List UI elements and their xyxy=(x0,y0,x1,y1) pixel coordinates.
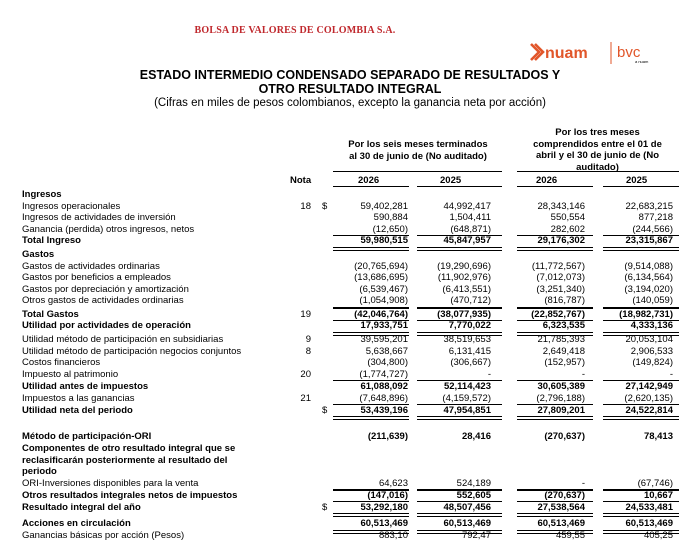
row-label: Utilidad método de participación negocios conjuntos xyxy=(22,345,242,357)
six-months-header-line-2: al 30 de junio de (No auditado) xyxy=(349,150,487,162)
total-rule xyxy=(517,404,593,405)
table-row xyxy=(0,249,700,261)
value-three-months-2025: (6,134,564) xyxy=(624,272,673,283)
value-six-months-2025: 38,519,653 xyxy=(443,334,491,345)
value-three-months-2026: 27,538,564 xyxy=(537,501,585,513)
value-three-months-2025: 60,513,469 xyxy=(625,518,673,529)
row-nota: 20 xyxy=(300,368,311,380)
row-label: Acciones en circulación xyxy=(22,518,131,529)
year-col-1: 2026 xyxy=(358,175,380,186)
value-six-months-2026: (20,765,694) xyxy=(354,260,408,272)
table-row xyxy=(0,443,700,455)
value-six-months-2026: 59,402,281 xyxy=(360,200,408,212)
value-six-months-2026: 60,513,469 xyxy=(360,518,408,529)
year-rule-2 xyxy=(417,186,502,187)
double-total-rule xyxy=(417,247,502,251)
value-three-months-2025: (18,982,731) xyxy=(619,308,673,320)
double-total-rule xyxy=(517,416,593,420)
total-rule xyxy=(417,501,502,502)
value-three-months-2025: 4,333,136 xyxy=(630,320,673,331)
double-total-rule xyxy=(603,332,679,336)
row-label: Ingresos operacionales xyxy=(22,200,121,212)
nota-header: Nota xyxy=(290,175,312,186)
value-three-months-2025: (140,059) xyxy=(632,295,673,306)
row-label: Ingresos de actividades de inversión xyxy=(22,212,176,223)
value-six-months-2026: 64,623 xyxy=(378,478,408,489)
year-col-2: 2025 xyxy=(440,175,462,186)
table-row xyxy=(0,369,700,381)
table-row xyxy=(0,261,700,273)
value-three-months-2025: (9,514,088) xyxy=(624,260,673,272)
table-row xyxy=(0,393,700,405)
total-rule xyxy=(603,380,679,381)
value-six-months-2026: (6,539,467) xyxy=(359,283,408,295)
value-six-months-2025: (38,077,935) xyxy=(437,308,491,320)
row-label: Componentes de otro resultado integral que se xyxy=(22,443,236,454)
row-label: ORI-Inversiones disponibles para la venta xyxy=(22,478,199,489)
double-total-rule xyxy=(603,513,679,517)
total-rule xyxy=(603,501,679,502)
table-row xyxy=(0,478,700,490)
total-rule xyxy=(603,308,679,309)
row-label: Ganancia (perdida) otros ingresos, netos xyxy=(22,223,195,235)
double-total-rule xyxy=(517,332,593,336)
three-months-header-line-3: abril y el 30 de junio de (No xyxy=(536,150,659,161)
value-six-months-2026: (12,650) xyxy=(372,223,408,235)
row-label: Resultado integral del año xyxy=(22,501,141,513)
value-six-months-2026: 17,933,751 xyxy=(360,320,408,331)
value-three-months-2026: (2,796,188) xyxy=(536,392,585,404)
value-six-months-2025: (11,902,976) xyxy=(437,272,491,283)
value-six-months-2026: (1,774,727) xyxy=(359,368,408,380)
value-six-months-2025: (648,871) xyxy=(450,223,491,235)
value-six-months-2025: (306,667) xyxy=(450,357,491,368)
total-rule xyxy=(603,320,679,321)
value-three-months-2026: (3,251,340) xyxy=(536,283,585,295)
row-nota: 19 xyxy=(300,308,311,320)
table-row xyxy=(0,235,700,247)
double-total-rule xyxy=(517,530,593,534)
table-row xyxy=(0,381,700,393)
row-label: Costos financieros xyxy=(22,357,101,368)
double-total-rule xyxy=(417,513,502,517)
table-row xyxy=(0,320,700,332)
double-total-rule xyxy=(417,530,502,534)
total-rule xyxy=(333,404,409,405)
value-six-months-2025: 60,513,469 xyxy=(443,518,491,529)
row-label: reclasificarán posteriormente al resultado del xyxy=(22,454,228,466)
row-label: Impuesto al patrimonio xyxy=(22,368,119,380)
row-label: Otros gastos de actividades ordinarias xyxy=(22,295,184,306)
row-label: Impuestos a las ganancias xyxy=(22,392,135,404)
value-three-months-2025: (244,566) xyxy=(632,223,673,235)
total-rule xyxy=(333,308,409,309)
double-total-rule xyxy=(517,513,593,517)
value-three-months-2026: 282,602 xyxy=(550,223,585,235)
total-rule xyxy=(517,308,593,309)
value-three-months-2025: 78,413 xyxy=(643,431,673,442)
value-three-months-2026: (270,637) xyxy=(544,489,585,501)
table-row xyxy=(0,466,700,478)
value-three-months-2026: (7,012,073) xyxy=(536,272,585,283)
total-rule xyxy=(333,320,409,321)
value-six-months-2026: (211,639) xyxy=(367,431,408,442)
value-six-months-2026: 53,292,180 xyxy=(360,501,408,513)
value-three-months-2026: 60,513,469 xyxy=(537,518,585,529)
value-three-months-2026: 550,554 xyxy=(550,212,585,223)
value-six-months-2026: 53,439,196 xyxy=(360,404,408,416)
value-three-months-2025: 22,683,215 xyxy=(625,200,673,212)
value-six-months-2026: (304,800) xyxy=(367,357,408,368)
value-six-months-2025: - xyxy=(487,368,491,380)
row-label: Utilidad antes de impuestos xyxy=(22,380,149,392)
total-rule xyxy=(417,308,502,309)
total-rule xyxy=(417,235,502,236)
table-row xyxy=(0,224,700,236)
row-label: Ingresos xyxy=(22,189,62,200)
row-currency: $ xyxy=(322,501,328,513)
year-rule-3 xyxy=(517,186,593,187)
total-rule xyxy=(517,501,593,502)
table-row xyxy=(0,284,700,296)
table-row xyxy=(0,455,700,467)
value-three-months-2025: 405,25 xyxy=(643,530,673,541)
value-three-months-2026: (11,772,567) xyxy=(531,260,585,272)
table-row xyxy=(0,212,700,224)
value-six-months-2025: (6,413,551) xyxy=(442,283,491,295)
value-three-months-2026: 459,55 xyxy=(555,530,585,541)
double-total-rule xyxy=(417,416,502,420)
row-label: Total Ingreso xyxy=(22,235,81,246)
row-label: Gastos por depreciación y amortización xyxy=(22,283,189,295)
double-total-rule xyxy=(333,332,409,336)
value-three-months-2025: 23,315,867 xyxy=(625,235,673,246)
double-total-rule xyxy=(603,416,679,420)
year-header-row xyxy=(0,175,700,187)
double-total-rule xyxy=(417,332,502,336)
year-col-4: 2025 xyxy=(626,175,648,186)
value-three-months-2025: 877,218 xyxy=(638,212,673,223)
value-three-months-2025: (67,746) xyxy=(637,478,673,489)
value-three-months-2026: 6,323,535 xyxy=(542,320,585,331)
value-three-months-2025: 24,533,481 xyxy=(625,501,673,513)
value-six-months-2026: (147,016) xyxy=(367,489,408,501)
double-total-rule xyxy=(333,416,409,420)
value-three-months-2026: (152,957) xyxy=(544,357,585,368)
total-rule xyxy=(517,380,593,381)
total-rule xyxy=(333,380,409,381)
value-three-months-2025: 27,142,949 xyxy=(625,380,673,392)
row-label: Utilidad neta del periodo xyxy=(22,404,133,416)
table-row xyxy=(0,201,700,213)
value-six-months-2026: 883,10 xyxy=(378,530,408,541)
title-line-2: OTRO RESULTADO INTEGRAL xyxy=(258,82,442,96)
three-months-header-line-4: auditado) xyxy=(576,161,619,173)
value-six-months-2025: 792,47 xyxy=(461,530,491,541)
value-three-months-2025: (149,824) xyxy=(632,357,673,368)
total-rule xyxy=(333,501,409,502)
value-six-months-2025: (470,712) xyxy=(450,295,491,306)
row-label: Gastos de actividades ordinarias xyxy=(22,260,160,272)
table-row xyxy=(0,490,700,502)
row-label: Utilidad por actividades de operación xyxy=(22,320,191,331)
header-rule-group-2 xyxy=(517,171,679,172)
row-label: Método de participación-ORI xyxy=(22,431,152,442)
table-row xyxy=(0,431,700,443)
row-nota: 18 xyxy=(300,200,311,212)
three-months-header-line-1: Por los tres meses xyxy=(555,127,640,138)
statement-subtitle: (Cifras en miles de pesos colombianos, excepto la ganancia neta por acción) xyxy=(154,97,546,109)
header-rule-group-1 xyxy=(333,171,502,172)
year-col-3: 2026 xyxy=(536,175,558,186)
year-rule-4 xyxy=(603,186,679,187)
year-rule-1 xyxy=(333,186,409,187)
value-three-months-2025: 24,522,814 xyxy=(625,404,673,416)
total-rule xyxy=(417,380,502,381)
total-rule xyxy=(417,404,502,405)
total-rule xyxy=(333,489,409,490)
value-six-months-2025: 48,507,456 xyxy=(443,501,491,513)
total-rule xyxy=(417,320,502,321)
table-row xyxy=(0,357,700,369)
value-three-months-2026: - xyxy=(581,478,585,489)
value-six-months-2025: 45,847,957 xyxy=(443,235,491,246)
table-row xyxy=(0,295,700,307)
value-six-months-2026: (42,046,764) xyxy=(354,308,408,320)
logo-bvc-text: bvc xyxy=(617,44,641,61)
value-six-months-2026: 5,638,667 xyxy=(365,345,408,357)
value-six-months-2026: (7,648,896) xyxy=(359,392,408,404)
row-label: Total Gastos xyxy=(22,308,79,320)
total-rule xyxy=(333,235,409,236)
row-currency: $ xyxy=(322,404,328,416)
value-three-months-2025: 10,667 xyxy=(643,489,673,501)
value-three-months-2026: (270,637) xyxy=(544,431,585,442)
value-six-months-2026: 39,595,201 xyxy=(360,334,408,345)
company-name: BOLSA DE VALORES DE COLOMBIA S.A. xyxy=(194,25,396,36)
total-rule xyxy=(603,235,679,236)
row-label: Otros resultados integrales netos de impuestos xyxy=(22,489,238,501)
six-months-header xyxy=(338,139,498,162)
row-nota: 8 xyxy=(305,345,311,357)
value-three-months-2026: 29,176,302 xyxy=(537,235,585,246)
value-six-months-2025: (19,290,696) xyxy=(437,260,491,272)
value-three-months-2025: (2,620,135) xyxy=(624,392,673,404)
value-six-months-2025: 52,114,423 xyxy=(443,380,491,392)
value-three-months-2026: 27,809,201 xyxy=(537,404,585,416)
company-logo xyxy=(528,38,678,66)
value-three-months-2026: 21,785,393 xyxy=(537,334,585,345)
row-nota: 9 xyxy=(305,334,311,345)
total-rule xyxy=(517,320,593,321)
row-label: Gastos por beneficios a empleados xyxy=(22,272,171,283)
value-six-months-2025: 7,770,022 xyxy=(448,320,491,331)
row-label: periodo xyxy=(22,466,57,477)
double-total-rule xyxy=(603,247,679,251)
value-three-months-2026: (816,787) xyxy=(544,295,585,306)
table-row xyxy=(0,518,700,530)
value-six-months-2026: (1,054,908) xyxy=(359,295,408,306)
double-total-rule xyxy=(333,530,409,534)
value-six-months-2025: (4,159,572) xyxy=(442,392,491,404)
total-rule xyxy=(517,489,593,490)
row-label: Utilidad método de participación en subsidiarias xyxy=(22,334,224,345)
value-three-months-2025: - xyxy=(669,368,673,380)
table-row xyxy=(0,405,700,417)
three-months-header-line-2: comprendidos entre el 01 de xyxy=(533,138,662,150)
value-six-months-2026: 59,980,515 xyxy=(360,235,408,246)
value-three-months-2025: 20,053,104 xyxy=(625,334,673,345)
table-row xyxy=(0,309,700,321)
table-row xyxy=(0,272,700,284)
row-nota: 21 xyxy=(300,392,311,404)
value-six-months-2025: 552,605 xyxy=(456,489,491,501)
logo-nuam-text: nuam xyxy=(545,45,588,62)
double-total-rule xyxy=(517,247,593,251)
statement-title xyxy=(40,68,660,96)
value-six-months-2025: 6,131,415 xyxy=(448,345,491,357)
logo-tag-text: a nuam xyxy=(635,59,649,64)
title-line-1: ESTADO INTERMEDIO CONDENSADO SEPARADO DE RESULTADOS Y xyxy=(139,68,561,82)
nuam-logo-mark xyxy=(531,44,543,60)
table-row xyxy=(0,189,700,201)
value-six-months-2025: 44,992,417 xyxy=(443,200,491,212)
value-three-months-2025: 2,906,533 xyxy=(630,345,673,357)
table-row xyxy=(0,502,700,514)
value-six-months-2026: 590,884 xyxy=(373,212,408,223)
value-six-months-2025: 524,189 xyxy=(456,478,491,489)
value-three-months-2026: - xyxy=(581,368,585,380)
row-label: Ganancias básicas por acción (Pesos) xyxy=(22,530,185,541)
table-row xyxy=(0,334,700,346)
total-rule xyxy=(603,404,679,405)
value-six-months-2025: 47,954,851 xyxy=(443,404,491,416)
row-label: Gastos xyxy=(22,249,55,260)
value-three-months-2026: (22,852,767) xyxy=(531,308,585,320)
value-six-months-2025: 1,504,411 xyxy=(449,212,491,223)
three-months-header xyxy=(520,127,675,173)
value-three-months-2026: 28,343,146 xyxy=(537,200,585,212)
value-six-months-2025: 28,416 xyxy=(461,431,491,442)
total-rule xyxy=(517,235,593,236)
total-rule xyxy=(417,489,502,490)
value-six-months-2026: 61,088,092 xyxy=(360,380,408,392)
table-row xyxy=(0,346,700,358)
six-months-header-line-1: Por los seis meses terminados xyxy=(348,139,488,150)
value-six-months-2026: (13,686,695) xyxy=(354,272,408,283)
double-total-rule xyxy=(333,247,409,251)
double-total-rule xyxy=(603,530,679,534)
double-total-rule xyxy=(333,513,409,517)
value-three-months-2025: (3,194,020) xyxy=(624,283,673,295)
value-three-months-2026: 30,605,389 xyxy=(537,380,585,392)
row-currency: $ xyxy=(322,200,328,212)
total-rule xyxy=(603,489,679,490)
value-three-months-2026: 2,649,418 xyxy=(542,345,585,357)
